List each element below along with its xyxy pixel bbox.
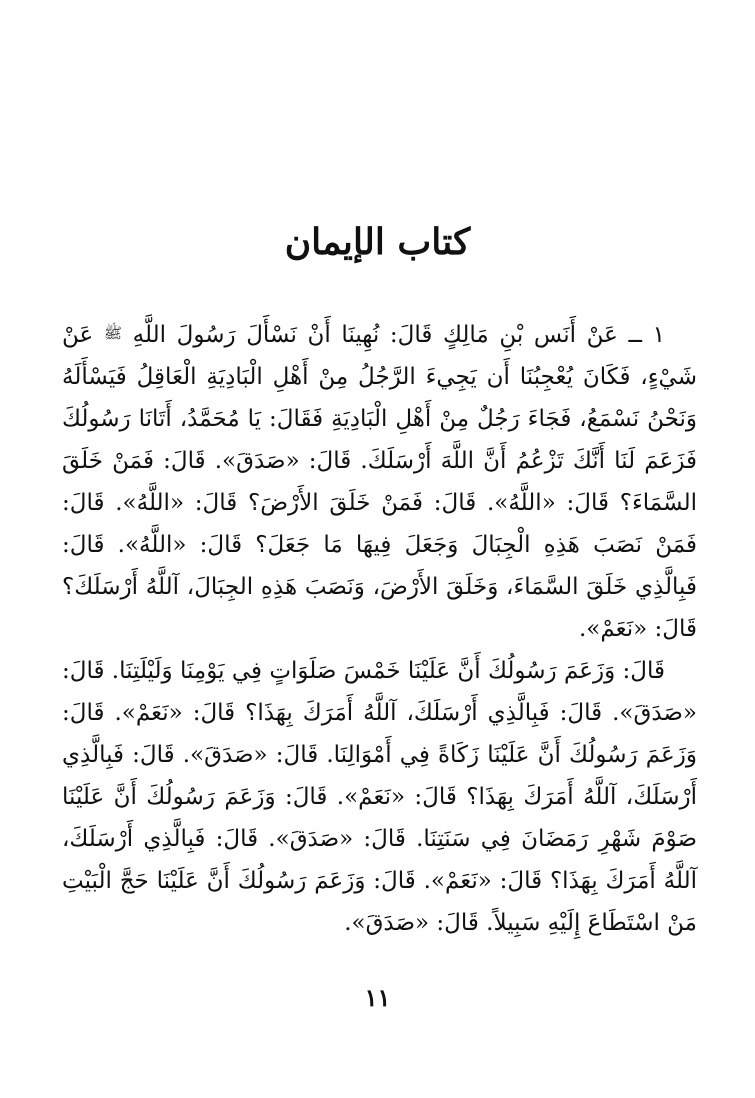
hadith-number: ١ ــ [628, 322, 666, 348]
hadith-paragraph-2: قَالَ: وَزَعَمَ رَسُولُكَ أَنَّ عَلَيْنَا خَمْسَ صَلَوَاتٍ فِي يَوْمِنَا وَلَيْلَتِنَا. قَالَ: «صَدَقَ». قَالَ: فَبِالَّذِي أَرْسَلَكَ، آللَّهُ أَمَرَكَ بِهَذَا؟ قَالَ: «نَعَمْ». قَالَ: وَزَعَمَ رَسُولُكَ أَنَّ عَلَيْنَا زَكَاةً فِي أَمْوَالِنَا. قَالَ: «صَدَقَ». قَالَ: فَبِالَّذِي أَرْسَلَكَ، آللَّهُ أَمَرَكَ بِهَذَا؟ قَالَ: «نَعَمْ». قَالَ: وَزَعَمَ رَسُولُكَ أَنَّ عَلَيْنَا صَوْمَ شَهْرِ رَمَضَانَ فِي سَنَتِنَا. قَالَ: «صَدَقَ». قَالَ: فَبِالَّذِي أَرْسَلَكَ، آللَّهُ أَمَرَكَ بِهَذَا؟ قَالَ: «نَعَمْ». قَالَ: وَزَعَمَ رَسُولُكَ أَنَّ عَلَيْنَا حَجَّ الْبَيْتِ مَنْ اسْتَطَاعَ إِلَيْهِ سَبِيلاً. قَالَ: «صَدَقَ». [62, 658, 697, 936]
chapter-title: كتاب الإيمان [284, 221, 471, 263]
hadith-paragraph-1-opening: عَنْ أَنَس بْنِ مَالِكٍ قَالَ: نُهِينَا أَنْ نَسْأَلَ رَسُولَ اللَّهِ [132, 322, 618, 348]
page-number: ١١ [364, 983, 391, 1012]
salawat-symbol: ﷺ [103, 324, 122, 342]
hadith-paragraph-1-body: عَنْ شَيْءٍ، فَكَانَ يُعْجِبُنَا أَن يَجِيءَ الرَّجُلُ مِنْ أَهْلِ الْبَادِيَةِ الْعَاقِلُ فَيَسْأَلَهُ وَنَحْنُ نَسْمَعُ، فَجَاءَ رَجُلٌ مِنْ أَهْلِ الْبَادِيَةِ فَقَالَ: يَا مُحَمَّدُ، أَتَانَا رَسُولُكَ فَزَعَمَ لَنَا أَنَّكَ تَزْعُمُ أَنَّ اللَّهَ أَرْسَلَكَ. قَالَ: «صَدَقَ». قَالَ: فَمَنْ خَلَقَ السَّمَاءَ؟ قَالَ: «اللَّهُ». قَالَ: فَمَنْ خَلَقَ الأَرْضَ؟ قَالَ: «اللَّهُ». قَالَ: فَمَنْ نَصَبَ هَذِهِ الْجِبَالَ وَجَعَلَ فِيهَا مَا جَعَلَ؟ قَالَ: «اللَّهُ». قَالَ: فَبِالَّذِي خَلَقَ السَّمَاءَ، وَخَلَقَ الأَرْضَ، وَنَصَبَ هَذِهِ الجِبَالَ، آللَّهُ أَرْسَلَكَ؟ قَالَ: «نَعَمْ». [62, 322, 697, 642]
hadith-paragraph-1 [62, 312, 697, 650]
hadith-text [62, 312, 697, 944]
